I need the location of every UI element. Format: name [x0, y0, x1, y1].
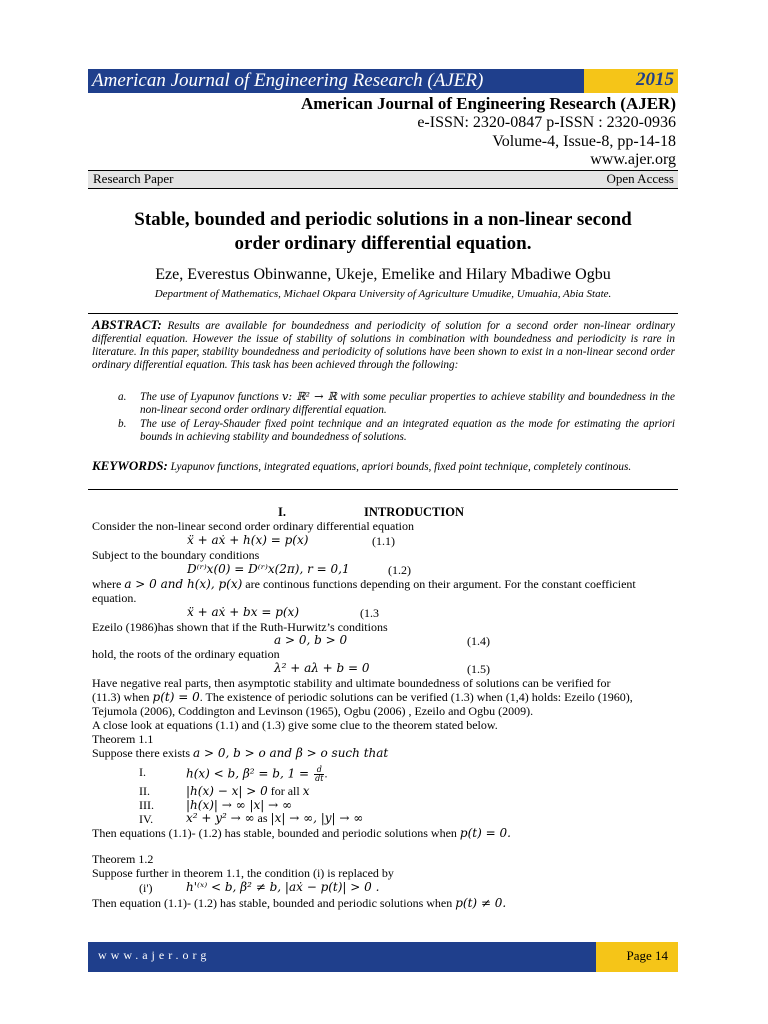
paper-authors: Eze, Everestus Obinwanne, Ukeje, Emelike and Hilary Mbadiwe Ogbu — [155, 266, 611, 283]
condition-2-number: II. — [139, 784, 150, 798]
intro-line-5: Ezeilo (1986)has shown that if the Ruth-Hurwitz’s conditions — [92, 620, 388, 634]
equation-1-4-tag: (1.4) — [467, 634, 490, 648]
equation-1-4: a > 0, b > 0 — [274, 633, 348, 647]
condition-4-text: as — [257, 811, 268, 825]
access-type: Open Access — [606, 171, 674, 186]
equation-1-2: D⁽ʳ⁾x(0) = D⁽ʳ⁾x(2π), r = 0,1 — [187, 562, 350, 576]
intro-line-8-b: . The existence of periodic solutions can be verified (1.3) when (1,4) holds: Ezeilo (1960), — [199, 690, 633, 704]
equation-1-2-tag: (1.2) — [388, 563, 411, 577]
theorem-1-1-math: a > 0, b > o and β > o such that — [193, 746, 389, 760]
equation-1-3-tag: (1.3 — [360, 606, 379, 620]
condition-1-frac-den: dt — [315, 774, 324, 783]
equation-1-1: ẍ + aẋ + h(x) = p(x) — [187, 533, 309, 547]
banner-title-block — [88, 69, 584, 93]
abstract-paragraph — [92, 318, 675, 372]
intro-line-7: Have negative real parts, then asymptotic stability and ultimate boundedness of solutions can be verified for — [92, 676, 611, 690]
paper-type: Research Paper — [93, 171, 174, 186]
condition-1-number: I. — [139, 765, 146, 779]
theorem-1-1-conclusion-math: p(t) = 0. — [459, 826, 511, 840]
footer-page-block — [596, 942, 678, 972]
keywords-text: Lyapunov functions, integrated equations, apriori bounds, fixed point technique, completely continous. — [170, 461, 632, 473]
paper-type-bar — [88, 170, 678, 188]
abstract-label: ABSTRACT: — [92, 317, 162, 332]
abstract-item-a-post: with some peculiar properties to achieve stability and boundedness in the non-linear second order ordinary differential equation. — [140, 391, 675, 416]
banner-year: 2015 — [636, 69, 674, 90]
condition-1-prime-math: h'⁽ˣ⁾ < b, β² ≠ b, |aẋ − p(t)| > 0 . — [186, 880, 380, 894]
banner-year-block — [584, 69, 678, 93]
theorem-1-1-pre: Suppose there exists — [92, 746, 190, 760]
footer-url-block — [88, 942, 596, 972]
intro-line-3-a: where — [92, 577, 122, 591]
theorem-1-2-conclusion-text: Then equation (1.1)- (1.2) has stable, bounded and periodic solutions when — [92, 896, 453, 910]
intro-line-4: equation. — [92, 591, 137, 605]
section-title: INTRODUCTION — [364, 505, 465, 519]
keywords-label: KEYWORDS: — [92, 458, 168, 473]
abstract-item-a-pre: The use of Lyapunov functions — [140, 391, 279, 403]
journal-volume: Volume-4, Issue-8, pp-14-18 — [492, 133, 676, 150]
intro-line-8 — [92, 691, 633, 704]
journal-website: www.ajer.org — [590, 151, 676, 168]
paper-affiliation: Department of Mathematics, Michael Okpara University of Agriculture Umudike, Umuahia, Abia State. — [154, 288, 612, 300]
intro-line-6: hold, the roots of the ordinary equation — [92, 647, 280, 661]
equation-1-3: ẍ + aẋ + bx = p(x) — [187, 605, 300, 619]
keywords-paragraph — [92, 459, 675, 474]
intro-line-3-b: are continous functions depending on their argument. For the constant coefficient — [245, 577, 636, 591]
condition-2 — [186, 785, 310, 798]
journal-banner — [88, 69, 678, 93]
journal-issn: e-ISSN: 2320-0847 p-ISSN : 2320-0936 — [417, 114, 676, 131]
theorem-1-2-text: Suppose further in theorem 1.1, the condition (i) is replaced by — [92, 866, 394, 880]
abstract-item-a-math: v: ℝ² → ℝ — [282, 390, 337, 403]
condition-4-number: IV. — [139, 812, 154, 826]
header-divider-bottom — [88, 188, 678, 189]
theorem-1-2-conclusion — [92, 897, 506, 910]
condition-2-var: x — [302, 784, 310, 798]
intro-line-8-math: p(t) = 0 — [152, 690, 200, 704]
intro-line-9: Tejumola (2006), Coddington and Levinson (1965), Ogbu (2006) , Ezeilo and Ogbu (2009). — [92, 704, 534, 718]
paper-title — [88, 208, 678, 256]
intro-line-3 — [92, 578, 636, 591]
keywords-divider — [88, 489, 678, 490]
theorem-1-1-title: Theorem 1.1 — [92, 732, 154, 746]
condition-3-math: |h(x)| → ∞ |x| → ∞ — [186, 798, 292, 812]
abstract-item-b-marker: b. — [118, 418, 127, 430]
intro-line-1: Consider the non-linear second order ordinary differential equation — [92, 519, 415, 533]
abstract-item-a — [140, 390, 675, 417]
intro-line-3-math: a > 0 and h(x), p(x) — [124, 577, 243, 591]
intro-line-10: A close look at equations (1.1) and (1.3) give some clue to the theorem stated below. — [92, 718, 498, 732]
equation-1-1-tag: (1.1) — [372, 534, 395, 548]
theorem-1-2-conclusion-math: p(t) ≠ 0. — [455, 896, 507, 910]
condition-1-end: . — [324, 766, 328, 781]
footer-page-number: Page 14 — [626, 948, 668, 963]
abstract-divider-top — [88, 313, 678, 314]
condition-1-frac-num: d — [314, 766, 324, 775]
condition-4-math-1: x² + y² → ∞ — [186, 811, 255, 825]
condition-1-fraction — [314, 766, 324, 783]
theorem-1-2-title: Theorem 1.2 — [92, 852, 154, 866]
abstract-item-a-marker: a. — [118, 391, 127, 403]
banner-title: American Journal of Engineering Research (AJER) — [92, 70, 484, 91]
section-number: I. — [278, 505, 286, 519]
paper-title-line2: order ordinary differential equation. — [234, 233, 532, 254]
equation-1-5-tag: (1.5) — [467, 662, 490, 676]
condition-2-text: for all — [270, 784, 300, 798]
condition-1-math: h(x) < b, β² = b, 1 = — [186, 766, 310, 781]
condition-4-math-2: |x| → ∞, |y| → ∞ — [270, 811, 364, 825]
intro-line-8-a: (11.3) when — [92, 690, 150, 704]
page-footer — [88, 942, 678, 972]
paper-title-line1: Stable, bounded and periodic solutions in a non-linear second — [134, 209, 632, 230]
condition-3-number: III. — [139, 798, 154, 812]
footer-url: www.ajer.org — [98, 948, 211, 962]
abstract-text: Results are available for boundedness and periodicity of solution for a second order non-linear ordinary differential equation. However the issue of stability of solutions in combination with boundedness and periodicity is rare in literature. In this paper, stability boundedness and periodicity of solutions have been shown to exist in a non-linear second order ordinary differential equation. This task has been achieved through the following: — [92, 320, 676, 371]
theorem-1-1-conclusion-text: Then equations (1.1)- (1.2) has stable, bounded and periodic solutions when — [92, 826, 457, 840]
intro-line-2: Subject to the boundary conditions — [92, 548, 260, 562]
theorem-1-1-conclusion — [92, 827, 511, 840]
equation-1-5: λ² + aλ + b = 0 — [274, 661, 370, 675]
condition-4 — [186, 812, 363, 825]
header-divider-top — [88, 170, 678, 171]
abstract-item-b: The use of Leray-Shauder fixed point technique and an integrated equation as the mode for estimating the apriori bounds in achieving stability and boundedness of solutions. — [140, 418, 675, 443]
condition-2-math: |h(x) − x| > 0 — [186, 784, 268, 798]
theorem-1-1-statement — [92, 747, 388, 760]
condition-1 — [186, 766, 327, 783]
journal-title: American Journal of Engineering Research (AJER) — [300, 94, 676, 113]
condition-1-prime-number: (i') — [139, 881, 153, 895]
